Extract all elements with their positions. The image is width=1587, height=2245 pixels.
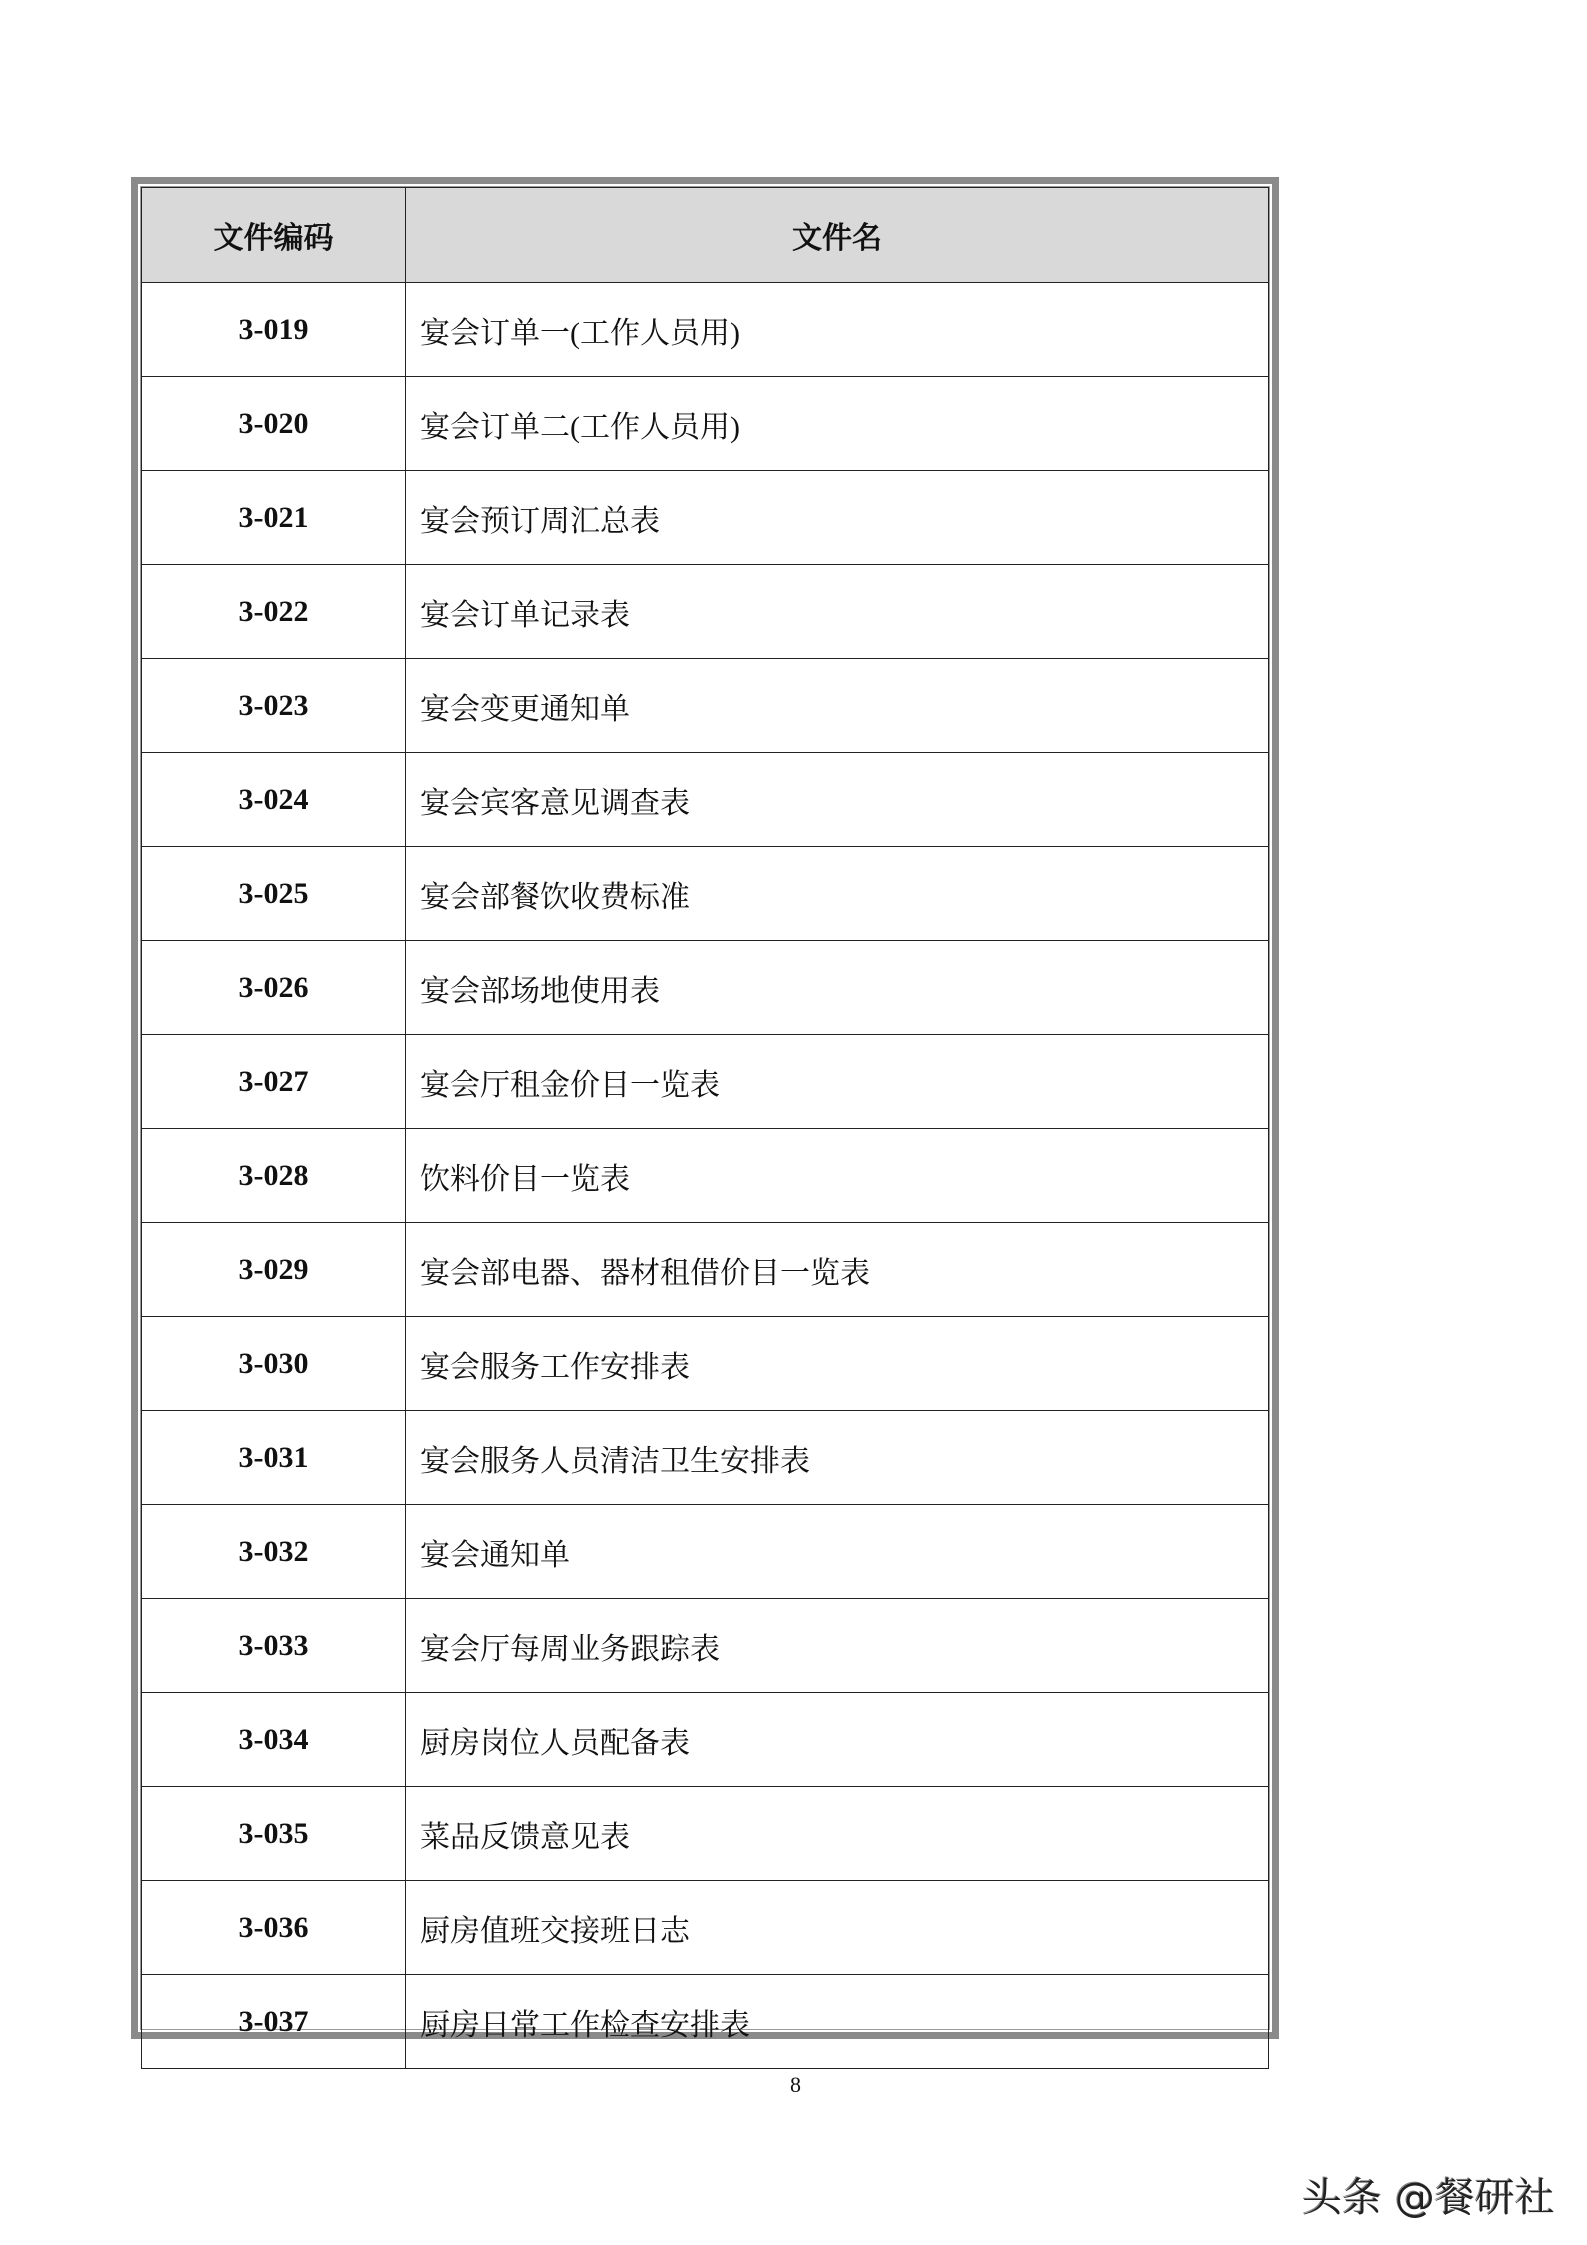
header-file-code: 文件编码: [142, 188, 406, 283]
file-code: 3-026: [142, 941, 406, 1035]
file-name: 宴会预订周汇总表: [406, 471, 1269, 565]
file-code: 3-030: [142, 1317, 406, 1411]
table-row: [142, 1693, 1269, 1787]
table-row: [142, 1411, 1269, 1505]
table-frame: [131, 177, 1279, 2042]
table-row: [142, 1975, 1269, 2069]
table-row: [142, 283, 1269, 377]
file-code: 3-028: [142, 1129, 406, 1223]
file-code: 3-029: [142, 1223, 406, 1317]
table-header-row: [142, 188, 1269, 283]
file-name: 宴会通知单: [406, 1505, 1269, 1599]
page-number: 8: [790, 2072, 801, 2097]
file-name: 宴会订单二(工作人员用): [406, 377, 1269, 471]
table-row: [142, 1317, 1269, 1411]
file-code: 3-027: [142, 1035, 406, 1129]
table-row: [142, 1881, 1269, 1975]
table-row: [142, 847, 1269, 941]
file-name: 厨房值班交接班日志: [406, 1881, 1269, 1975]
table-row: [142, 1129, 1269, 1223]
table-row: [142, 659, 1269, 753]
file-name: 厨房岗位人员配备表: [406, 1693, 1269, 1787]
file-name: 宴会变更通知单: [406, 659, 1269, 753]
table-row: [142, 471, 1269, 565]
table-row: [142, 1223, 1269, 1317]
file-name: 宴会订单记录表: [406, 565, 1269, 659]
table-row: [142, 1599, 1269, 1693]
file-code: 3-020: [142, 377, 406, 471]
file-code: 3-034: [142, 1693, 406, 1787]
file-name: 菜品反馈意见表: [406, 1787, 1269, 1881]
table-row: [142, 753, 1269, 847]
table-row: [142, 1787, 1269, 1881]
file-code: 3-036: [142, 1881, 406, 1975]
file-code: 3-022: [142, 565, 406, 659]
file-name: 宴会部电器、器材租借价目一览表: [406, 1223, 1269, 1317]
file-code: 3-021: [142, 471, 406, 565]
file-code: 3-033: [142, 1599, 406, 1693]
file-name: 宴会订单一(工作人员用): [406, 283, 1269, 377]
file-list-table: [141, 187, 1269, 2069]
table-row: [142, 1505, 1269, 1599]
file-name: 宴会部场地使用表: [406, 941, 1269, 1035]
watermark: 头条 @餐研社: [1302, 2175, 1555, 2221]
file-name: 厨房日常工作检查安排表: [406, 1975, 1269, 2069]
file-code: 3-019: [142, 283, 406, 377]
file-name: 宴会宾客意见调查表: [406, 753, 1269, 847]
file-name: 宴会厅租金价目一览表: [406, 1035, 1269, 1129]
table-row: [142, 1035, 1269, 1129]
header-file-name: 文件名: [406, 188, 1269, 283]
file-name: 宴会服务工作安排表: [406, 1317, 1269, 1411]
file-name: 宴会厅每周业务跟踪表: [406, 1599, 1269, 1693]
file-name: 宴会部餐饮收费标准: [406, 847, 1269, 941]
file-code: 3-023: [142, 659, 406, 753]
file-code: 3-024: [142, 753, 406, 847]
file-code: 3-035: [142, 1787, 406, 1881]
file-code: 3-025: [142, 847, 406, 941]
file-code: 3-031: [142, 1411, 406, 1505]
file-name: 饮料价目一览表: [406, 1129, 1269, 1223]
table-row: [142, 941, 1269, 1035]
file-code: 3-037: [142, 1975, 406, 2069]
table-row: [142, 565, 1269, 659]
file-name: 宴会服务人员清洁卫生安排表: [406, 1411, 1269, 1505]
table-row: [142, 377, 1269, 471]
file-code: 3-032: [142, 1505, 406, 1599]
